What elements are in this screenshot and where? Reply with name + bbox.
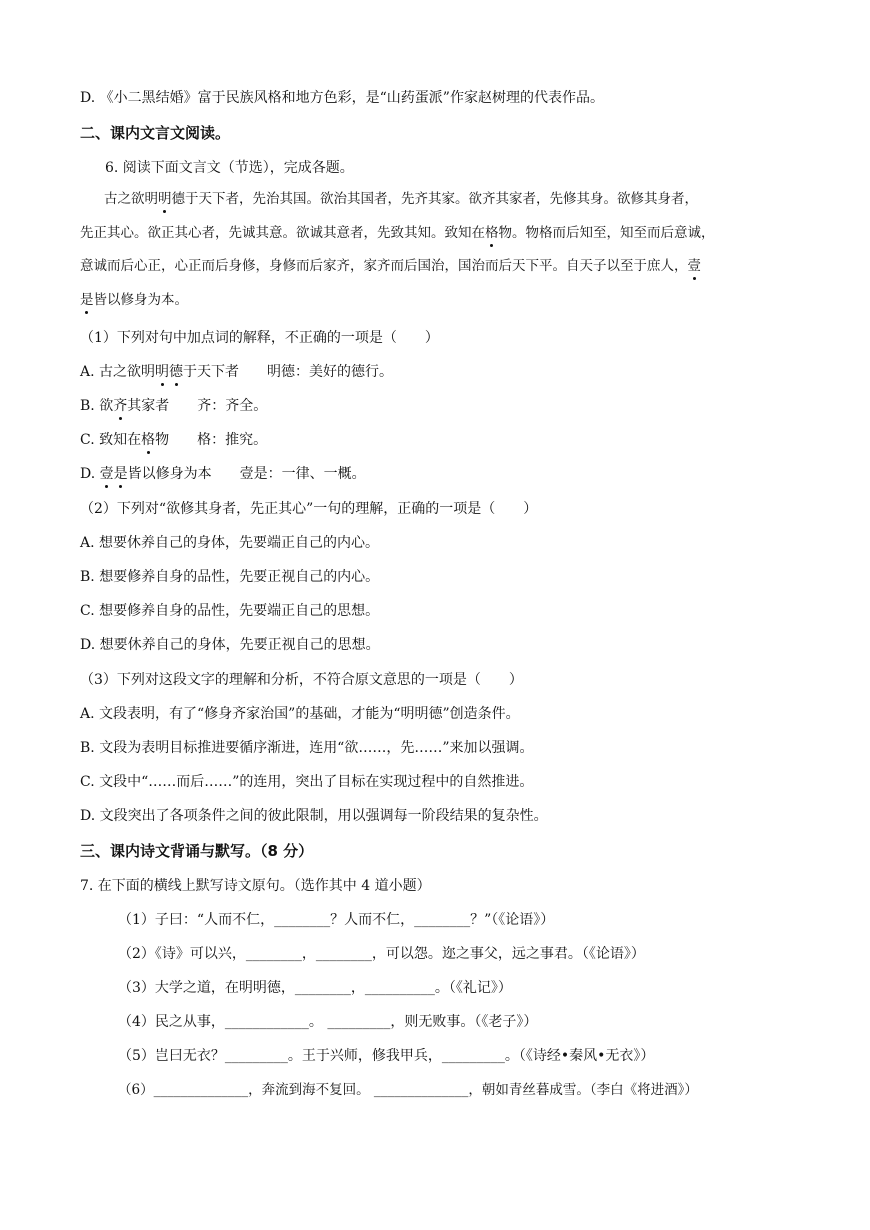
sub3-option-a: A. 文段表明，有了“修身齐家治国”的基础，才能为“明明德”创造条件。 [80, 706, 520, 722]
recitation-item: （4）民之从事，____________。 _________，则无败事。（《老子》） [118, 1014, 538, 1030]
section-3-heading: 三、课内诗文背诵与默写。（8 分） [80, 842, 314, 860]
option-text: 皆以修身为本 壹是：一律、一概。 [127, 466, 366, 482]
sub3-option-b: B. 文段为表明目标推进要循序渐进，连用“欲……，先……”来加以强调。 [80, 740, 534, 756]
passage-line [80, 223, 715, 243]
passage-line [104, 189, 698, 209]
passage-line [80, 256, 701, 276]
recitation-item: （5）岂曰无衣？_________。王于兴师，修我甲兵，_________。（《诗经•秦风•无衣》） [118, 1048, 655, 1064]
sub1-option-a [80, 362, 393, 382]
q5-option-d: D. 《小二黑结婚》富于民族风格和地方色彩，是“山药蛋派”作家赵树理的代表作品。 [80, 90, 604, 106]
dotted-char: 格 [141, 432, 156, 448]
sub1-option-d [80, 464, 366, 484]
passage-text: 古之欲明 [104, 191, 158, 207]
dotted-char: 是 [80, 292, 94, 308]
dotted-char: 是 [113, 466, 128, 482]
dotted-char: 德 [169, 364, 184, 380]
q6-prompt: 6. 阅读下面文言文（节选），完成各题。 [105, 160, 354, 176]
passage-text: 德 [171, 191, 185, 207]
option-text: B. 欲 [80, 398, 114, 414]
passage-text: 皆以修身为本。 [93, 292, 188, 308]
dotted-char: 齐 [113, 398, 128, 414]
option-text: A. 古之欲明 [80, 364, 156, 380]
passage-text: 物。物格而后知至，知至而后意诚， [498, 225, 715, 241]
sub1-option-b [80, 396, 267, 416]
option-text: D. [80, 466, 100, 482]
dotted-char: 格 [485, 225, 499, 241]
dotted-char: 壹 [687, 258, 701, 274]
sub2-option-c: C. 想要修养自身的品性，先要端正自己的思想。 [80, 603, 380, 619]
recitation-item: （2）《诗》可以兴，________，________，可以怨。迩之事父，远之事君。（《论语》） [118, 946, 645, 962]
dotted-char: 明 [155, 364, 170, 380]
sub3-stem: （3）下列对这段文字的理解和分析，不符合原文意思的一项是（ ） [80, 672, 523, 688]
passage-line [80, 290, 188, 310]
sub3-option-c: C. 文段中“……而后……”的连用，突出了目标在实现过程中的自然推进。 [80, 774, 534, 790]
option-text: 于天下者 明德：美好的德行。 [183, 364, 394, 380]
passage-text: 先正其心。欲正其心者，先诚其意。欲诚其意者，先致其知。致知在 [80, 225, 485, 241]
passage-text: 于天下者，先治其国。欲治其国者，先齐其家。欲齐其家者，先修其身。欲修其身者， [185, 191, 698, 207]
option-text: C. 致知在 [80, 432, 142, 448]
sub2-option-b: B. 想要修养自身的品性，先要正视自己的内心。 [80, 569, 380, 585]
sub2-option-d: D. 想要休养自己的身体，先要正视自己的思想。 [80, 637, 380, 653]
section-2-heading: 二、课内文言文阅读。 [80, 124, 231, 142]
passage-text: 意诚而后心正，心正而后身修，身修而后家齐，家齐而后国治，国治而后天下平。自天子以至于庶人， [80, 258, 688, 274]
sub2-option-a: A. 想要休养自己的身体，先要端正自己的内心。 [80, 535, 380, 551]
q7-prompt: 7. 在下面的横线上默写诗文原句。（选作其中 4 道小题） [80, 878, 431, 894]
dotted-char: 明 [158, 191, 172, 207]
option-text: 物 格：推究。 [155, 432, 268, 448]
recitation-item: （6）______________，奔流到海不复回。 ______________，朝如青丝暮成雪。（李白《将进酒》） [118, 1082, 698, 1098]
option-text: 其家者 齐：齐全。 [127, 398, 268, 414]
sub2-stem: （2）下列对“欲修其身者，先正其心”一句的理解，正确的一项是（ ） [80, 501, 538, 517]
sub1-option-c [80, 430, 267, 450]
sub3-option-d: D. 文段突出了各项条件之间的彼此限制，用以强调每一阶段结果的复杂性。 [80, 808, 548, 824]
sub1-stem: （1）下列对句中加点词的解释，不正确的一项是（ ） [80, 330, 439, 346]
recitation-item: （1）子曰：“人而不仁，________？人而不仁，________？”（《论语》） [118, 912, 555, 928]
recitation-item: （3）大学之道，在明明德，________，__________。（《礼记》） [118, 980, 512, 996]
dotted-char: 壹 [99, 466, 114, 482]
